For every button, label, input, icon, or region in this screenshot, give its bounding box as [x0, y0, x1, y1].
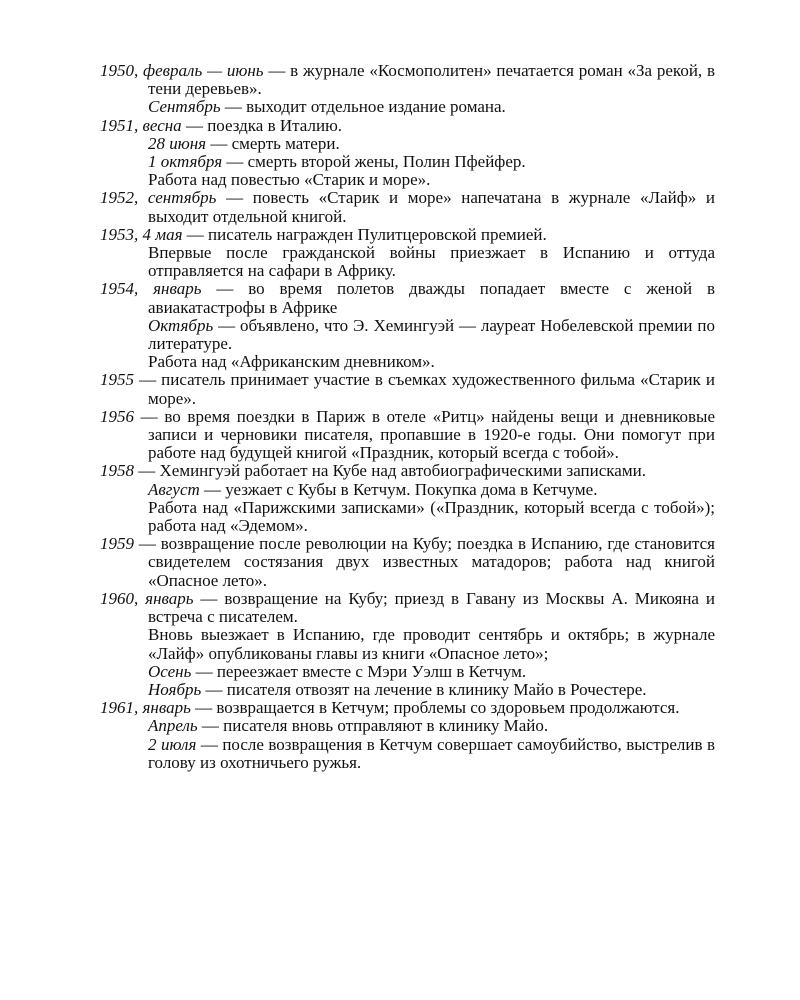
chronology-subentry — [100, 663, 715, 681]
chronology-entry — [100, 590, 715, 626]
chronology-entry — [100, 699, 715, 717]
subentry-text: Работа над «Африканским дневником». — [148, 352, 435, 372]
chronology-entry — [100, 226, 715, 244]
subentry-date: Осень — [148, 661, 192, 681]
chronology-subentry — [100, 98, 715, 116]
chronology-subentry — [100, 626, 715, 662]
subentry-text: — писателя вновь отправляют в клинику Майо. — [197, 716, 549, 736]
chronology-subentry — [100, 499, 715, 535]
entry-text: — писатель награжден Пулитцеровской премией. — [182, 224, 547, 244]
subentry-text: — писателя отвозят на лечение в клинику Майо в Рочестере. — [201, 679, 647, 699]
entry-date: 1950, февраль — июнь — [100, 61, 264, 80]
chronology-entry — [100, 189, 715, 225]
subentry-text: Работа над «Парижскими записками» («Праздник, который всегда с тобой»); работа над «Эдемом». — [148, 497, 715, 536]
entry-date: 1953, 4 мая — [100, 224, 183, 244]
entry-date: 1956 — [100, 406, 134, 426]
subentry-text: — переезжает вместе с Мэри Уэлш в Кетчум. — [191, 661, 527, 681]
chronology-subentry — [100, 717, 715, 735]
chronology-entry — [100, 462, 715, 480]
subentry-text: — после возвращения в Кетчум совершает самоубийство, выстрелив в голову из охотничьего ружья. — [148, 734, 715, 772]
entry-date: 1958 — [100, 461, 134, 481]
entry-text: — поездка в Италию. — [181, 115, 343, 135]
chronology-page — [100, 62, 715, 772]
entry-text: — возвращение после революции на Кубу; поездка в Испанию, где становится свидетелем состязания двух известных матадоров; работа над книгой «Опасное лето». — [134, 534, 715, 590]
chronology-subentry — [100, 353, 715, 371]
entry-text: — во время полетов дважды попадает вместе с женой в авиакатастрофы в Африке — [148, 279, 715, 317]
subentry-date: Сентябрь — [148, 97, 221, 117]
chronology-list — [100, 62, 715, 772]
chronology-subentry — [100, 317, 715, 353]
chronology-entry — [100, 62, 715, 98]
chronology-subentry — [100, 135, 715, 153]
entry-text: — повесть «Старик и море» напечатана в журнале «Лайф» и выходит отдельной книгой. — [148, 188, 715, 226]
subentry-date: Октябрь — [148, 315, 214, 335]
entry-text: — возвращение на Кубу; приезд в Гавану из Москвы А. Микояна и встреча с писателем. — [148, 588, 715, 627]
chronology-subentry — [100, 244, 715, 280]
subentry-text: — смерть матери. — [206, 133, 340, 153]
subentry-date: 1 октября — [148, 152, 223, 172]
subentry-text: — смерть второй жены, Полин Пфейфер. — [222, 152, 526, 172]
subentry-text: — выходит отдельное издание романа. — [220, 97, 506, 117]
chronology-subentry — [100, 171, 715, 189]
chronology-entry — [100, 117, 715, 135]
entry-text: — писатель принимает участие в съемках художественного фильма «Старик и море». — [134, 370, 715, 408]
entry-date: 1951, весна — [100, 115, 182, 135]
chronology-entry — [100, 371, 715, 407]
subentry-date: 2 июля — [148, 734, 197, 754]
subentry-date: 28 июня — [148, 133, 207, 153]
chronology-entry — [100, 408, 715, 463]
entry-date: 1955 — [100, 370, 134, 390]
entry-text: — Хемингуэй работает на Кубе над автобиографическими записками. — [134, 461, 646, 481]
chronology-subentry — [100, 153, 715, 171]
chronology-subentry — [100, 681, 715, 699]
subentry-text: Впервые после гражданской войны приезжает в Испанию и оттуда отправляется на сафари в Африку. — [148, 243, 715, 281]
entry-text: — возвращается в Кетчум; проблемы со здоровьем продолжаются. — [190, 698, 680, 718]
chronology-entry — [100, 535, 715, 590]
chronology-subentry — [100, 736, 715, 772]
entry-text: — во время поездки в Париж в отеле «Ритц» найдены вещи и дневниковые записи и черновики писателя, пропавшие в 1920-е годы. Они помогут при работе над будущей книгой «Праздник, который всегда с тобой». — [134, 406, 715, 463]
subentry-text: Вновь выезжает в Испанию, где проводит сентябрь и октябрь; в журнале «Лайф» опубликованы главы из книги «Опасное лето»; — [148, 625, 715, 663]
chronology-subentry — [100, 481, 715, 499]
entry-text: — в журнале «Космополитен» печатается роман «За рекой, в тени деревьев». — [148, 61, 715, 99]
subentry-date: Ноябрь — [148, 679, 202, 699]
subentry-text: — уезжает с Кубы в Кетчум. Покупка дома в Кетчуме. — [199, 479, 598, 499]
entry-date: 1961, январь — [100, 698, 191, 718]
subentry-text: — объявлено, что Э. Хемингуэй — лауреат Нобелевской премии по литературе. — [148, 315, 715, 354]
subentry-date: Апрель — [148, 716, 198, 736]
subentry-date: Август — [148, 479, 200, 499]
entry-date: 1960, январь — [100, 588, 194, 608]
entry-date: 1959 — [100, 534, 134, 554]
entry-date: 1954, январь — [100, 279, 202, 299]
subentry-text: Работа над повестью «Старик и море». — [148, 170, 431, 190]
entry-date: 1952, сентябрь — [100, 188, 217, 208]
chronology-entry — [100, 280, 715, 316]
